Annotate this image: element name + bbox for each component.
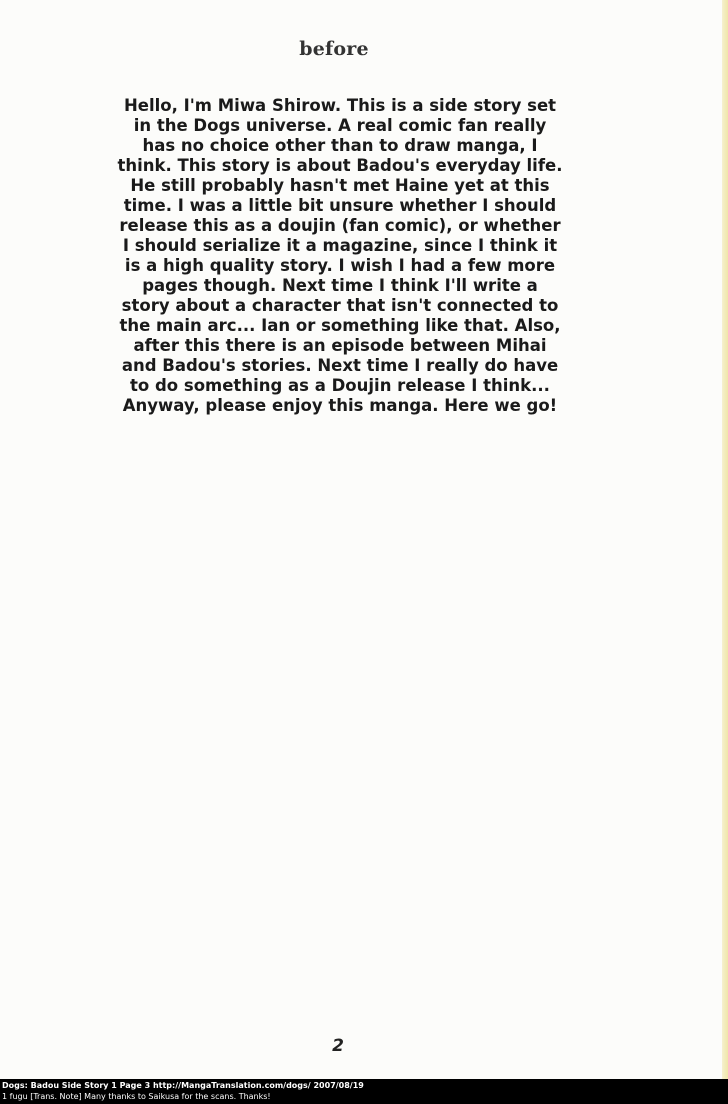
author-note-line: He still probably hasn't met Haine yet at this <box>130 176 550 195</box>
page-number: 2 <box>332 1036 344 1056</box>
author-note-line: time. I was a little bit unsure whether I should <box>123 196 557 215</box>
author-note-line: I should serialize it a magazine, since I think it <box>122 236 558 255</box>
page-heading: before <box>299 38 369 60</box>
author-note-line: Anyway, please enjoy this manga. Here we go! <box>122 396 558 415</box>
author-note-line: to do something as a Doujin release I think... <box>130 376 550 395</box>
author-note <box>110 96 570 416</box>
author-note-line: after this there is an episode between Mihai <box>133 336 547 355</box>
footer-note-line: 1 fugu [Trans. Note] Many thanks to Saikusa for the scans. Thanks! <box>2 1092 271 1101</box>
footer-credit-line: Dogs: Badou Side Story 1 Page 3 http://MangaTranslation.com/dogs/ 2007/08/19 <box>2 1081 364 1090</box>
author-note-line: the main arc... Ian or something like that. Also, <box>119 316 561 335</box>
author-note-line: has no choice other than to draw manga, I <box>142 136 538 155</box>
author-note-line: is a high quality story. I wish I had a few more <box>124 256 556 275</box>
author-note-line: in the Dogs universe. A real comic fan really <box>133 116 547 135</box>
author-note-line: Hello, I'm Miwa Shirow. This is a side story set <box>123 96 557 115</box>
author-note-line: think. This story is about Badou's everyday life. <box>117 156 563 175</box>
scanlation-footer <box>0 1079 728 1104</box>
author-note-line: story about a character that isn't connected to <box>121 296 559 315</box>
author-note-line: and Badou's stories. Next time I really do have <box>121 356 559 375</box>
author-note-line: release this as a doujin (fan comic), or whether <box>119 216 561 235</box>
page-edge-tint <box>722 0 728 1079</box>
author-note-line: pages though. Next time I think I'll write a <box>142 276 538 295</box>
